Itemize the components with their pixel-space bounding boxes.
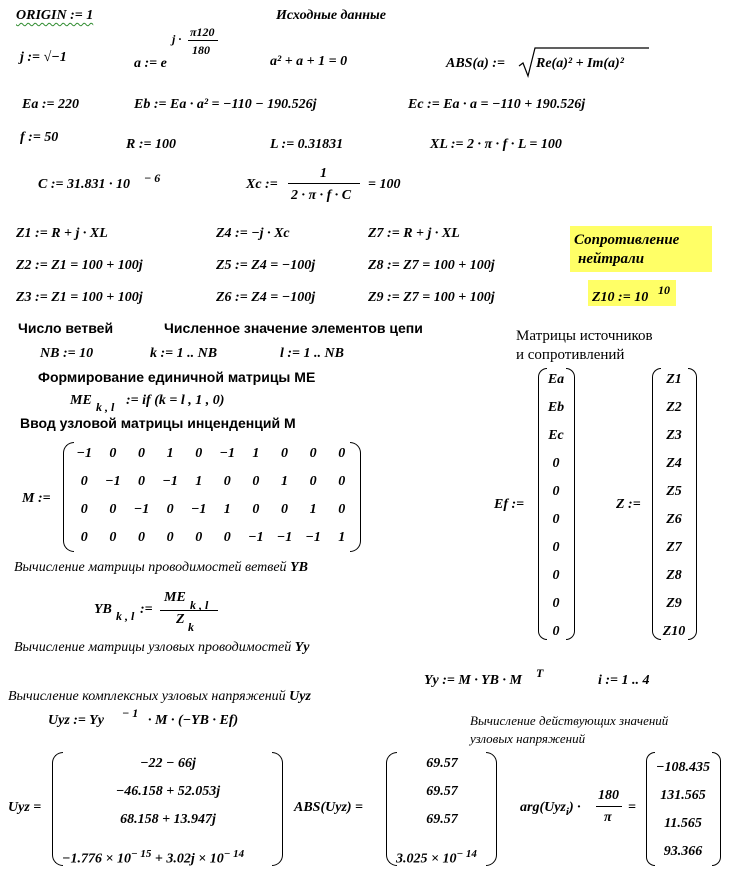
- z-cell: Z3: [666, 428, 682, 443]
- z10-definition[interactable]: Z10 := 10: [592, 290, 649, 305]
- matrix-cell: 0: [166, 502, 174, 517]
- z-lhs[interactable]: Z :=: [616, 497, 641, 512]
- i-range[interactable]: i := 1 .. 4: [598, 673, 650, 688]
- matrix-cell: 0: [109, 530, 117, 545]
- abs-result-vector: [394, 756, 490, 828]
- matrix-cell: −1: [219, 446, 236, 461]
- arg-denominator: π: [604, 810, 612, 825]
- z8-definition[interactable]: Z8 := Z7 = 100 + 100j: [368, 258, 495, 273]
- arg-cell: −108.435: [656, 760, 710, 775]
- uyz-cell: −46.158 + 52.053j: [115, 784, 221, 799]
- uyz-cell: 68.158 + 13.947j: [120, 812, 216, 827]
- uyz-heading: Вычисление комплексных узловых напряжений Uyz: [8, 689, 311, 704]
- ef-lhs[interactable]: Ef :=: [494, 497, 525, 512]
- neutral-label-line1: Сопротивление: [574, 232, 680, 248]
- elements-label: Численное значение элементов цепи: [164, 320, 423, 336]
- f-definition[interactable]: f := 50: [20, 130, 59, 145]
- z-cell: Z1: [666, 372, 682, 387]
- neutral-label-line2: нейтрали: [578, 251, 645, 267]
- matrix-cell: 0: [195, 446, 203, 461]
- matrix-cell: −1: [276, 530, 293, 545]
- ef-cell: 0: [552, 624, 560, 639]
- xc-numerator: 1: [320, 166, 327, 181]
- c-exponent: − 6: [144, 171, 161, 185]
- z-cell: Z5: [666, 484, 682, 499]
- abs-result-lhs: ABS(Uyz) =: [294, 800, 364, 815]
- ef-cell: Eb: [547, 400, 565, 415]
- matrix-cell: 0: [338, 446, 346, 461]
- ef-cell: 0: [552, 568, 560, 583]
- matrix-cell: 1: [309, 502, 317, 517]
- matrix-cell: −1: [162, 474, 178, 489]
- z-cell: Z2: [666, 400, 682, 415]
- z2-definition[interactable]: Z2 := Z1 = 100 + 100j: [16, 258, 143, 273]
- yb-lhs-subscript: k , l: [116, 609, 135, 623]
- z4-definition[interactable]: Z4 := −j · Xc: [216, 226, 290, 241]
- z3-definition[interactable]: Z3 := Z1 = 100 + 100j: [16, 290, 143, 305]
- matrix-cell: −1: [133, 502, 150, 517]
- yb-numerator-subscript: k , l: [190, 598, 209, 612]
- matrix-cell: 1: [338, 530, 346, 545]
- arg-result-vector: [650, 760, 716, 860]
- matrix-cell: 1: [223, 502, 231, 517]
- uyz-result-last: $-1.776 \times 10^{- 15} + 3.02j \times 10^{- 14}$: [62, 848, 245, 867]
- z-cell: Z8: [666, 568, 682, 583]
- matrix-cell: 0: [109, 446, 117, 461]
- nb-definition[interactable]: NB := 10: [40, 346, 94, 361]
- ef-cell: 0: [552, 512, 560, 527]
- matrix-cell: −1: [305, 530, 321, 545]
- yy-heading: Вычисление матрицы узловых проводимостей Yy: [14, 640, 310, 655]
- matrix-cell: 0: [223, 474, 231, 489]
- matrix-cell: −1: [248, 530, 264, 545]
- incidence-matrix: [70, 446, 356, 546]
- uyz-cell: −22 − 66j: [140, 756, 196, 771]
- a-exponent-denominator: 180: [192, 43, 210, 57]
- arg-cell: 11.565: [664, 816, 702, 831]
- z-cell: Z10: [662, 624, 686, 639]
- matrix-cell: 0: [280, 502, 288, 517]
- arg-equals: =: [628, 800, 636, 815]
- ea-definition[interactable]: Ea := 220: [22, 97, 79, 112]
- z9-definition[interactable]: Z9 := Z7 = 100 + 100j: [368, 290, 495, 305]
- matrix-cell: 0: [80, 474, 88, 489]
- z6-definition[interactable]: Z6 := Z4 = −100j: [216, 290, 316, 305]
- matrix-cell: 0: [137, 446, 145, 461]
- abs-cell: 69.57: [426, 756, 458, 771]
- matrix-cell: −1: [190, 502, 207, 517]
- matrix-cell: 0: [137, 530, 145, 545]
- a-definition[interactable]: a := e: [134, 56, 167, 71]
- me-subscript: k , l: [96, 400, 115, 414]
- matrix-cell: 0: [309, 446, 317, 461]
- z7-definition[interactable]: Z7 := R + j · XL: [368, 226, 460, 241]
- matrix-cell: 0: [252, 474, 260, 489]
- yb-numerator: ME: [164, 590, 186, 605]
- abs-cell: 69.57: [426, 812, 458, 827]
- a-polynomial[interactable]: a² + a + 1 = 0: [270, 54, 348, 69]
- xc-denominator: 2 · π · f · C: [291, 188, 352, 203]
- r-definition[interactable]: R := 100: [126, 137, 176, 152]
- z10-exponent: 10: [658, 283, 670, 297]
- matrix-cell: 1: [280, 474, 288, 489]
- c-definition[interactable]: C := 31.831 · 10: [38, 177, 130, 192]
- branches-label: Число ветвей: [18, 320, 114, 336]
- matrix-cell: −1: [76, 446, 93, 461]
- matrix-cell: 0: [309, 474, 317, 489]
- ef-cell: Ec: [548, 428, 564, 443]
- yb-denominator: Z: [176, 612, 185, 627]
- ef-cell: Ea: [547, 372, 565, 387]
- arg-fraction-bar: [596, 806, 622, 807]
- yb-heading: Вычисление матрицы проводимостей ветвей YB: [14, 560, 308, 575]
- matrix-cell: 0: [195, 530, 203, 545]
- z5-definition[interactable]: Z5 := Z4 = −100j: [216, 258, 316, 273]
- l-definition[interactable]: L := 0.31831: [270, 137, 344, 152]
- matrix-cell: 0: [338, 474, 346, 489]
- ef-vector: [540, 372, 572, 640]
- me-heading: Формирование единичной матрицы ME: [38, 369, 316, 385]
- matrix-cell: 1: [252, 446, 260, 461]
- ef-cell: 0: [552, 540, 560, 555]
- sources-heading-line2: и сопротивлений: [516, 347, 625, 363]
- matrix-cell: 1: [166, 446, 174, 461]
- matrix-cell: 0: [166, 530, 174, 545]
- matrix-cell: 0: [338, 502, 346, 517]
- yb-denominator-subscript: k: [188, 620, 194, 634]
- l-range[interactable]: l := 1 .. NB: [280, 346, 344, 361]
- matrix-cell: −1: [105, 474, 121, 489]
- arg-cell: 131.565: [660, 788, 706, 803]
- yb-fraction-bar: [160, 610, 218, 611]
- yy-definition[interactable]: Yy := M · YB · M: [424, 673, 522, 688]
- me-definition[interactable]: ME: [70, 393, 92, 408]
- abs-cell: 69.57: [426, 784, 458, 799]
- eb-definition[interactable]: Eb := Ea · a² = −110 − 190.526j: [134, 97, 317, 112]
- matrix-cell: 1: [195, 474, 203, 489]
- z-cell: Z9: [666, 596, 682, 611]
- sources-heading-line1: Матрицы источников: [516, 328, 653, 344]
- m-lhs[interactable]: M :=: [22, 491, 51, 506]
- uyz-result-lhs: Uyz =: [8, 800, 42, 815]
- matrix-cell: 0: [109, 502, 117, 517]
- ef-cell: 0: [552, 484, 560, 499]
- effective-heading-line1: Вычисление действующих значений: [470, 713, 669, 728]
- abs-function-lhs[interactable]: ABS(a) :=: [446, 56, 505, 71]
- xc-value: = 100: [368, 177, 401, 192]
- matrix-cell: 0: [80, 502, 88, 517]
- uyz-definition-rest: · M · (−YB · Ef): [148, 713, 239, 728]
- z1-definition[interactable]: Z1 := R + j · XL: [16, 226, 108, 241]
- me-rhs: := if (k = l , 1 , 0): [126, 393, 225, 408]
- matrix-cell: 0: [223, 530, 231, 545]
- yb-assign: :=: [140, 602, 153, 617]
- ef-cell: 0: [552, 456, 560, 471]
- section-title: Исходные данные: [276, 8, 386, 23]
- yb-lhs[interactable]: YB: [94, 602, 112, 617]
- effective-heading-line2: узловых напряжений: [470, 731, 586, 746]
- xl-definition[interactable]: XL := 2 · π · f · L = 100: [430, 137, 562, 152]
- k-range[interactable]: k := 1 .. NB: [150, 346, 218, 361]
- xc-lhs[interactable]: Xc :=: [246, 177, 278, 192]
- abs-result-last: $3.025 \times 10^{- 14}$: [396, 848, 477, 867]
- m-heading: Ввод узловой матрицы инценденций M: [20, 415, 296, 431]
- uyz-inverse: − 1: [122, 706, 139, 720]
- j-definition[interactable]: j := √−1: [20, 50, 67, 65]
- ec-definition[interactable]: Ec := Ea · a = −110 + 190.526j: [408, 97, 586, 112]
- z-cell: Z4: [666, 456, 682, 471]
- z-vector: [654, 372, 694, 640]
- origin-definition[interactable]: ORIGIN := 1: [16, 8, 94, 23]
- arg-lhs: arg(Uyz$_i$) ·: [520, 800, 581, 818]
- ef-cell: 0: [552, 596, 560, 611]
- z-cell: Z6: [666, 512, 682, 527]
- a-exponent-bar: [188, 40, 218, 41]
- uyz-result-vector: [60, 756, 276, 828]
- arg-numerator: 180: [598, 788, 619, 803]
- matrix-cell: 0: [280, 446, 288, 461]
- arg-cell: 93.366: [663, 844, 703, 859]
- xc-fraction-bar: [288, 183, 360, 184]
- matrix-cell: 0: [137, 474, 145, 489]
- z-cell: Z7: [666, 540, 682, 555]
- a-exponent-numerator: π120: [190, 25, 215, 39]
- matrix-cell: 0: [252, 502, 260, 517]
- a-exponent-j: j ·: [172, 32, 182, 46]
- matrix-cell: 0: [80, 530, 88, 545]
- yy-transpose: T: [536, 666, 544, 680]
- abs-function-rhs: Re(a)² + Im(a)²: [536, 56, 624, 71]
- uyz-definition[interactable]: Uyz := Yy: [48, 713, 104, 728]
